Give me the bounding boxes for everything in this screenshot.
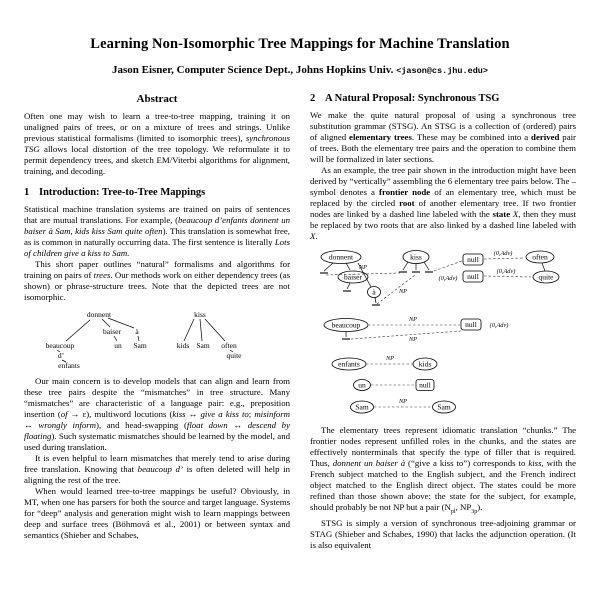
tree-node-label: kids	[418, 359, 432, 369]
paragraph-s1-p3: Our main concern is to develop models that can align and learn from these tree pairs despite the “mismatches” in tree structure. Many “mismatches” are characteristic of a language pair: e.g., preposition insertion (of → ε), multiword locutions (kiss ↔ give a kiss to; misinform ↔ wrongly inform), and head-swapping (float down ↔ descend by floating). Such systematic mismatches should be learned by the model, and used during translation.	[24, 376, 290, 452]
tree-node-label: beaucoup	[45, 341, 75, 350]
tree-node-label: null	[467, 255, 479, 264]
tree-node-label: kids	[176, 341, 190, 350]
state-label: (0,Adv)	[493, 250, 513, 257]
elementary-tree-pairs-figure	[313, 247, 573, 421]
tree-node-label: baiser	[344, 272, 362, 282]
pair-sam-sam	[351, 398, 456, 413]
section-1-number: 1	[24, 187, 30, 198]
pair-un-null	[354, 380, 435, 391]
tree-node-label: kiss	[410, 252, 422, 262]
paragraph-s2-p2: As an example, the tree pair shown in the introduction might have been derived by “vertically” assembling the 6 elementary tree pairs below. The – symbol denotes a frontier node of an elementary tree, which must be replaced by the circled root of another elementary tree. If two frontier nodes are linked by a dashed line labeled with the state X, then they must be replaced by two roots that are also linked by a dashed line labeled with X.	[310, 165, 576, 241]
tree-node-label: often	[532, 252, 548, 262]
tree-node-label: kiss	[194, 310, 206, 319]
tree-node-label: Sam	[133, 341, 147, 350]
paragraph-s1-p2: This short paper outlines “natural” formalisms and algorithms for training on pairs of trees. Our methods work on either dependency trees (as shown) or phrase-structure trees. Note that the depicted trees are not isomorphic.	[24, 259, 290, 302]
tree-node-label: baiser	[103, 327, 121, 336]
tree-node-label: quite	[538, 272, 554, 282]
state-label: NP	[358, 264, 368, 271]
section-1-title: Introduction: Tree-to-Tree Mappings	[39, 187, 206, 198]
section-1-heading	[24, 187, 290, 198]
abstract-heading: Abstract	[136, 93, 178, 105]
state-label: (0,Adv)	[438, 275, 458, 282]
tree-node-label: à	[135, 327, 139, 336]
author-line	[0, 64, 600, 76]
state-label: NP	[408, 316, 418, 323]
tree-node-label: enfants	[58, 361, 80, 370]
paragraph-s1-p5: When would learned tree-to-tree mappings be useful? Obviously, in MT, when one has parsers for both the source and target language. Systems for “deep” analysis and generation might wish to learn mappings between deep and surface trees (Böhmová et al., 2001) or between syntax and semantics (Shieber and Schabes,	[24, 486, 290, 540]
right-column	[310, 91, 576, 551]
tree-node-label: à	[372, 287, 376, 297]
tree-node-label: enfants	[338, 359, 360, 369]
author-name: Jason Eisner, Computer Science Dept., Johns Hopkins Univ.	[111, 64, 394, 76]
author-email: <jason@cs.jhu.edu>	[396, 66, 489, 76]
paragraph-s1-p4: It is even helpful to learn mismatches that merely tend to arise during free translation. Knowing that beaucoup d’ is often deleted will help in aligning the rest of the tree.	[24, 453, 290, 485]
tree-node-label: un	[358, 380, 366, 390]
tree-node-label: Sam	[196, 341, 210, 350]
state-label: (0,Adv)	[496, 268, 516, 275]
tree-node-label: un	[114, 341, 122, 350]
state-label: NP	[385, 355, 395, 362]
english-dependency-tree	[177, 310, 242, 360]
tree-node-label: beaucoup	[331, 320, 361, 330]
state-label: NP	[398, 398, 408, 405]
tree-node-label: donnent	[86, 310, 112, 319]
pair-donnent-kiss	[320, 251, 462, 306]
tree-node-label: null	[419, 380, 431, 390]
tree-node-label: null	[467, 272, 479, 281]
french-dependency-tree	[46, 310, 147, 370]
section-2-title: A Natural Proposal: Synchronous TSG	[325, 93, 500, 104]
tree-node-label: donnent	[328, 252, 354, 262]
pair-null-often	[463, 250, 559, 283]
left-column	[24, 91, 290, 551]
paragraph-s1-p1: Statistical machine translation systems are trained on pairs of sentences that are mutual translations. For example, (beaucoup d’enfants donnent un baiser à Sam, kids kiss Sam quite often). This translation is somewhat free, as is common in naturally occurring data. The first sentence is literally Lots of children give a kiss to Sam.	[24, 204, 290, 258]
tree-node-label: Sam	[437, 402, 451, 412]
paragraph-s2-p3: The elementary trees represent idiomatic translation “chunks.” The frontier nodes represent unfilled roles in the chunks, and the states are effectively nonterminals that specify the type of filler that is required. Thus, donnent un baiser à (“give a kiss to”) corresponds to kiss, with the French subject matched to the English subject, and the French indirect object matched to the English direct object. The states could be more refined than those shown above: the state for the subject, for example, should probably be not NP but a pair ($N_{pl}$, $NP_{3p}$).	[310, 425, 576, 515]
tree-node-label: Sam	[355, 402, 369, 412]
dependency-tree-figure	[42, 308, 272, 372]
section-2-heading	[310, 93, 576, 104]
state-label: (0,Adv)	[489, 322, 509, 329]
paragraph-s2-p1: We make the quite natural proposal of using a synchronous tree substitution grammar (STSG). An STSG is a collection of (ordered) pairs of aligned elementary trees. These may be combined into a derived pair of trees. Both the elementary tree pairs and the operation to combine them will be formalized in later sections.	[310, 110, 576, 164]
pair-beaucoup-null	[324, 316, 508, 343]
pair-enfants-kids	[332, 355, 437, 370]
state-label: NP	[398, 288, 408, 295]
state-label: NP	[408, 336, 418, 343]
two-column-body	[0, 91, 600, 551]
paper-title: Learning Non-Isomorphic Tree Mappings for Machine Translation	[90, 36, 510, 52]
tree-node-label: d’	[57, 351, 65, 360]
tree-node-label: quite	[226, 351, 242, 360]
paragraph-s2-p4: STSG is simply a version of synchronous tree-adjoining grammar or STAG (Shieber and Schabes, 1990) that lacks the adjunction operation. (It is also equivalent	[310, 517, 576, 550]
tree-node-label: null	[465, 320, 477, 329]
abstract-text: Often one may wish to learn a tree-to-tree mapping, training it on unaligned pairs of trees, or on a mixture of trees and strings. Unlike previous statistical formalisms (limited to isomorphic trees), synchronous TSG allows local distortion of the tree topology. We reformulate it to permit dependency trees, and sketch EM/Viterbi algorithms for alignment, training, and decoding.	[24, 111, 290, 176]
tree-node-label: often	[221, 341, 237, 350]
section-2-number: 2	[310, 93, 316, 104]
